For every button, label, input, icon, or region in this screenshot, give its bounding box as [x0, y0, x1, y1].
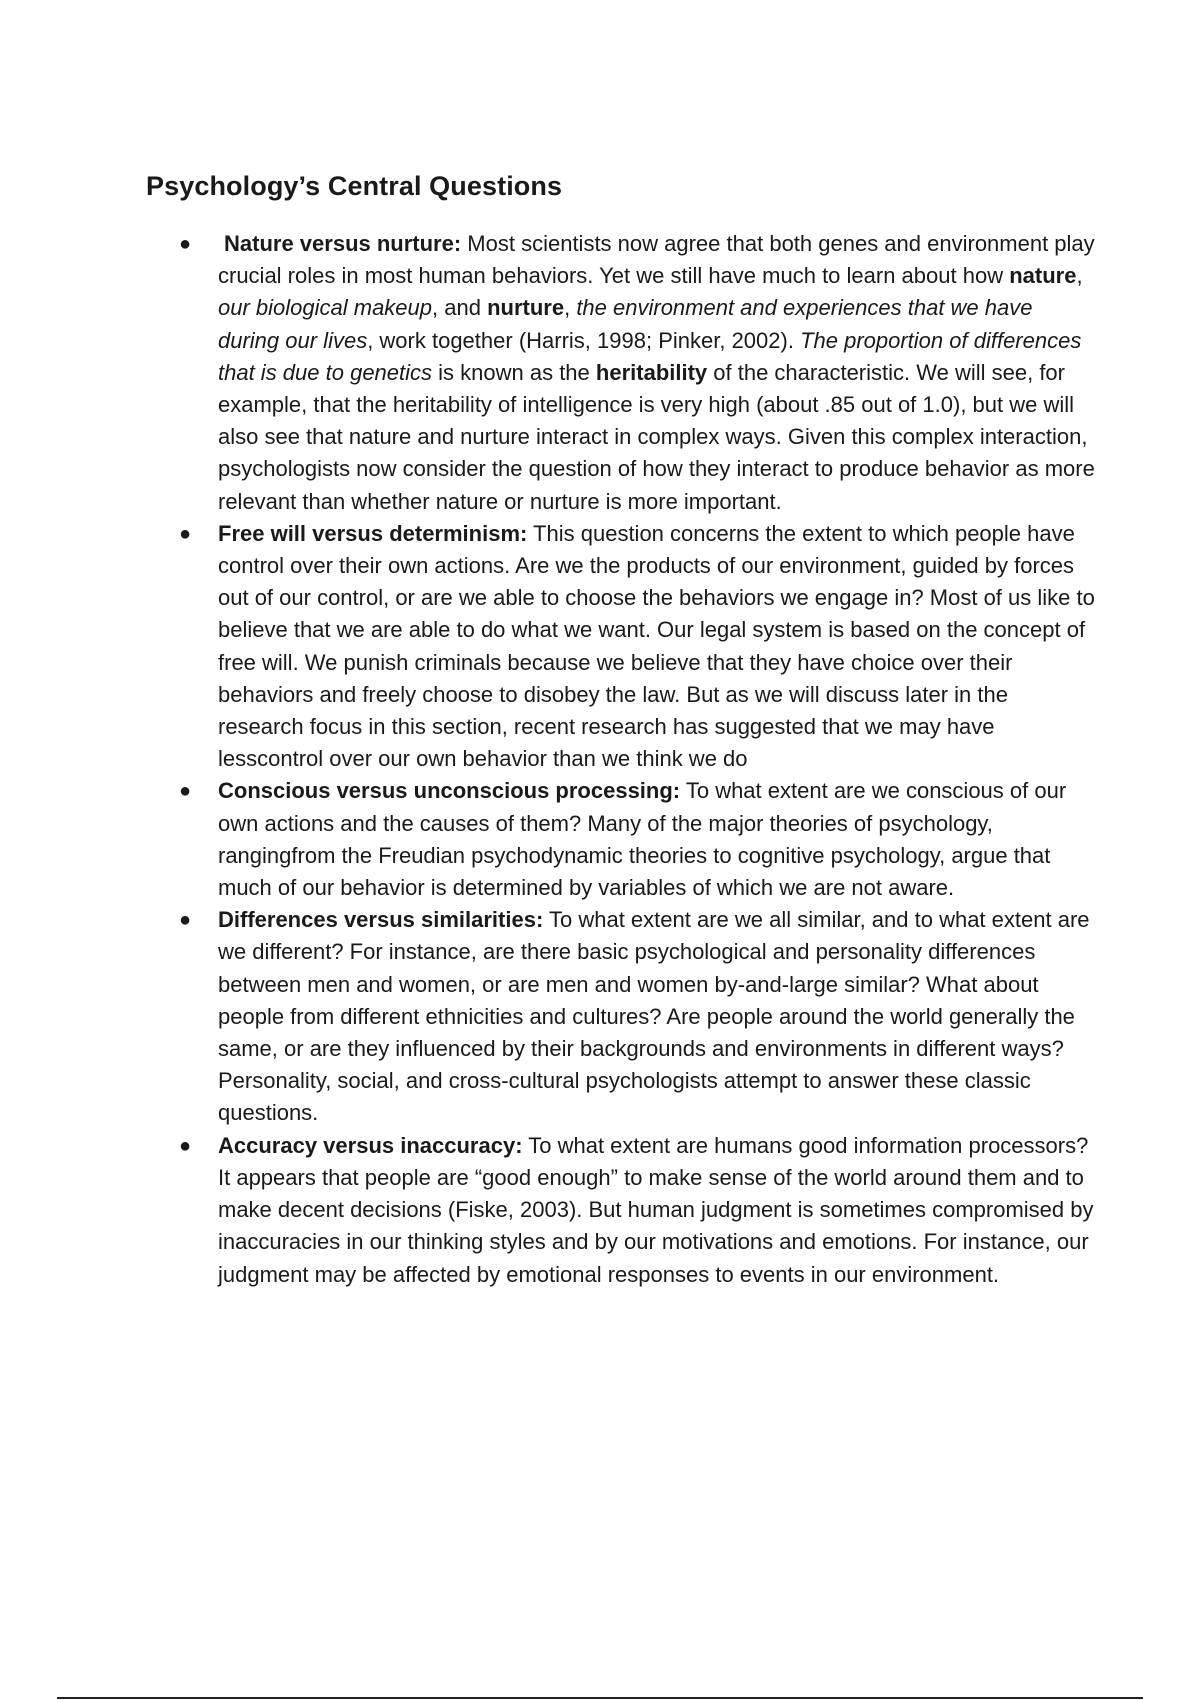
- list-item-conscious: [179, 775, 1098, 904]
- bullet-icon: ●: [179, 522, 192, 545]
- item-text: This question concerns the extent to which people have control over their own actions. Are we the products of our environment, guided by forces out of our control, or are we able to choose the behaviors we engage in? Most of us like to believe that we are able to do what we want. Our legal system is based on the concept of free will. We punish criminals because we believe that they have choice over their behaviors and freely choose to disobey the law. But as we will discuss later in the research focus in this section, recent research has suggested that we may have lesscontrol over our own behavior than we think we do: [218, 520, 1095, 772]
- item-text: Most scientists now agree that both genes and environment play crucial roles in most human behaviors. Yet we still have much to learn about how: [218, 231, 1095, 289]
- item-text: , and: [432, 295, 488, 321]
- list-item-nature-nurture: [179, 228, 1098, 518]
- bullet-icon: ●: [179, 1134, 192, 1157]
- item-text: , work together (Harris, 1998; Pinker, 2002).: [367, 327, 801, 353]
- list-item-differences: [179, 904, 1098, 1129]
- item-text: ,: [564, 295, 577, 321]
- item-text: To what extent are we all similar, and to what extent are we different? For instance, are there basic psychological and personality differences between men and women, or are men and women by-and-large similar? What about people from different ethnicities and cultures? Are people around the world generally the same, or are they influenced by their backgrounds and environments in different ways? Personality, social, and cross-cultural psychologists attempt to answer these classic questions.: [218, 907, 1090, 1126]
- page-title: Psychology’s Central Questions: [146, 171, 563, 201]
- term-label: Conscious versus unconscious processing:: [218, 778, 681, 804]
- item-text: is known as the: [432, 359, 596, 385]
- item-text: To what extent are we conscious of our own actions and the causes of them? Many of the major theories of psychology, rangingfrom the Freudian psychodynamic theories to cognitive psychology, argue that much of our behavior is determined by variables of which we are not aware.: [218, 778, 1067, 901]
- bullet-icon: ●: [179, 909, 192, 932]
- central-questions-list: [179, 228, 1098, 1291]
- bullet-icon: ●: [179, 780, 192, 803]
- item-text: ,: [1076, 263, 1083, 289]
- term-label: Accuracy versus inaccuracy:: [218, 1132, 523, 1158]
- term-label: Free will versus determinism:: [218, 520, 528, 546]
- bullet-icon: ●: [179, 233, 192, 255]
- list-item-free-will: [179, 518, 1098, 776]
- italic-definition-nature: our biological makeup: [218, 295, 433, 321]
- term-label: Differences versus similarities:: [218, 907, 544, 933]
- list-item-accuracy: [179, 1130, 1098, 1291]
- bold-term-nurture: nurture: [487, 295, 565, 321]
- italic-definition-nurture: the environment and experiences that we have during our lives: [218, 295, 1033, 353]
- footer-divider: [57, 1697, 1143, 1699]
- item-text: of the characteristic. We will see, for example, that the heritability of intelligence is very high (about .85 out of 1.0), but we will also see that nature and nurture interact in complex ways. Given this complex interaction, psychologists now consider the question of how they interact to produce behavior as more relevant than whether nature or nurture is more important.: [218, 359, 1095, 514]
- italic-definition-heritability: The proportion of differences that is due to genetics: [218, 327, 1082, 385]
- item-text: To what extent are humans good information processors? It appears that people are “good enough” to make sense of the world around them and to make decent decisions (Fiske, 2003). But human judgment is sometimes compromised by inaccuracies in our thinking styles and by our motivations and emotions. For instance, our judgment may be affected by emotional responses to events in our environment.: [218, 1132, 1094, 1287]
- bold-term-nature: nature: [1009, 263, 1077, 289]
- term-label: Nature versus nurture:: [224, 231, 462, 256]
- bold-term-heritability: heritability: [595, 359, 708, 385]
